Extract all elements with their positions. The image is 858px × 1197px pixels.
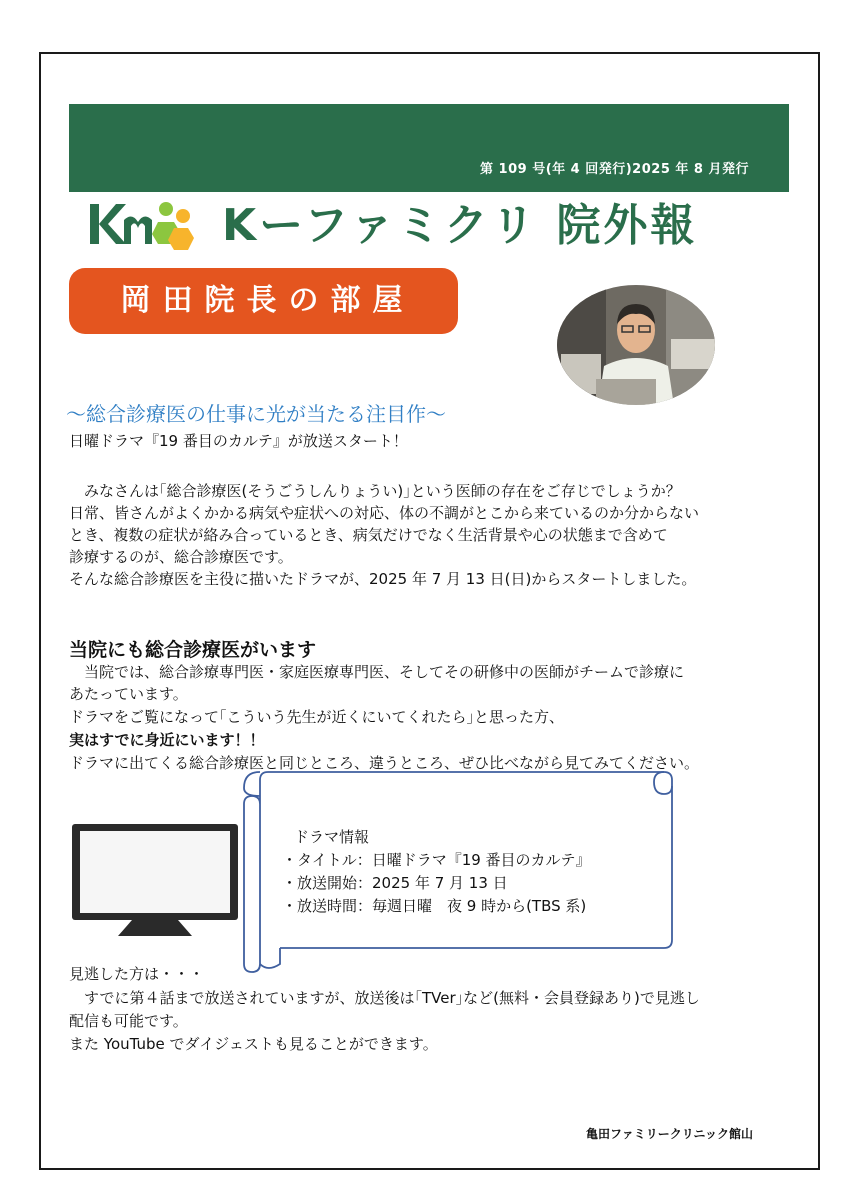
article-lead: 日曜ドラマ『19 番目のカルテ』が放送スタート！ [69,432,408,450]
drama-info-title: ・タイトル：日曜ドラマ『19 番目のカルテ』 [282,851,591,869]
director-photo [556,284,716,406]
director-room-banner: 岡田院長の部屋 [69,268,458,334]
missed-line-3: 配信も可能です。 [69,1012,188,1030]
clinic-logo [88,196,198,254]
section-line-1: 当院では、総合診療専門医・家庭医療専門医、そしてその研修中の医師がチームで診療に [69,663,685,681]
missed-line-2: すでに第４話まで放送されていますが、放送後は｢TVer｣など(無料・会員登録あり)で見逃し [69,989,700,1007]
section-heading: 当院にも総合診療医がいます [69,639,317,661]
section-line-3: ドラマをご覧になって｢こういう先生が近くにいてくれたら｣と思った方、 [69,708,565,726]
intro-line-1: みなさんは｢総合診療医(そうごうしんりょうい)｣という医師の存在をご存じでしょうか？ [69,482,681,500]
drama-info [282,826,591,918]
article-subtitle: ～総合診療医の仕事に光が当たる注目作～ [66,402,446,426]
section-line-5: ドラマに出てくる総合診療医と同じところ、違うところ、ぜひ比べながら見てみてください。 [69,754,700,772]
section-line-4: 実はすでに身近にいます！！ [69,731,265,749]
intro-line-4: 診療するのが、総合診療医です。 [69,548,293,566]
intro-line-3: とき、複数の症状が絡み合っているとき、病気だけでなく生活背景や心の状態まで含めて [69,526,668,544]
issue-info: 第 109 号(年 4 回発行)2025 年 8 月発行 [480,162,749,177]
missed-line-4: また YouTube でダイジェストも見ることができます。 [69,1035,438,1053]
intro-line-2: 日常、皆さんがよくかかる病気や症状への対応、体の不調がとこから来ているのか分からない [69,504,700,522]
intro-line-5: そんな総合診療医を主役に描いたドラマが、2025 年 7 月 13 日(日)からスタートしました。 [69,570,697,588]
header-band [69,104,789,192]
missed-line-1: 見逃した方は・・・ [69,965,205,983]
clinic-name: 亀田ファミリークリニック館山 [586,1127,754,1141]
drama-info-heading: ドラマ情報 [294,828,370,846]
section-line-2: あたっています。 [69,685,188,703]
newsletter-title: Kーファミクリ 院外報 [222,200,698,251]
drama-info-start: ・放送開始：2025 年 7 月 13 日 [282,874,508,892]
drama-info-time: ・放送時間：毎週日曜 夜 9 時から(TBS 系) [282,897,587,915]
tv-icon [68,820,244,940]
